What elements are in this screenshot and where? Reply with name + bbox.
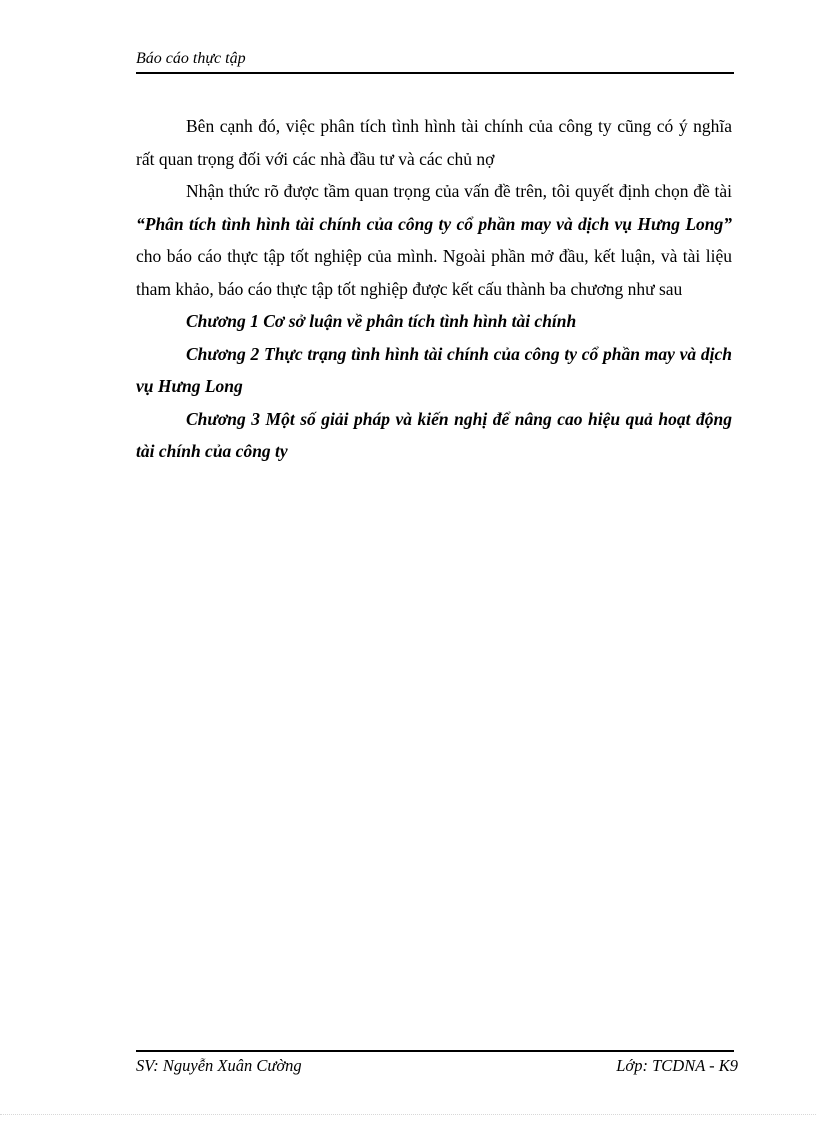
paragraph-2-lead: Nhận thức rõ được tầm quan trọng của vấn đề trên, tôi quyết định chọn đề tài [186, 181, 732, 201]
page-bottom-dotted-line [0, 1114, 816, 1115]
thesis-title: “Phân tích tình hình tài chính của công ty cổ phần may và dịch vụ Hưng Long” [136, 213, 732, 234]
header-title: Báo cáo thực tập [136, 50, 246, 67]
paragraph-1: Bên cạnh đó, việc phân tích tình hình tài chính của công ty cũng có ý nghĩa rất quan trọng đối với các nhà đầu tư và các chủ nợ [136, 116, 732, 169]
page-footer [136, 1050, 738, 1078]
page-header [136, 48, 734, 74]
chapter-2: Chương 2 Thực trạng tình hình tài chính của công ty cổ phần may và dịch vụ Hưng Long [136, 343, 732, 396]
chapter-3: Chương 3 Một số giải pháp và kiến nghị để nâng cao hiệu quả hoạt động tài chính của công ty [136, 408, 732, 461]
paragraph-2 [136, 175, 732, 305]
document-body [136, 110, 732, 468]
footer-student-name: SV: Nguyễn Xuân Cường [136, 1056, 302, 1075]
chapter-1: Chương 1 Cơ sở luận về phân tích tình hình tài chính [186, 311, 577, 331]
paragraph-2-rest: cho báo cáo thực tập tốt nghiệp của mình. Ngoài phần mở đầu, kết luận, và tài liệu tham khảo, báo cáo thực tập tốt nghiệp được kết cấu thành ba chương như sau [136, 246, 732, 299]
footer-class: Lớp: TCDNA - K9 [616, 1056, 738, 1075]
